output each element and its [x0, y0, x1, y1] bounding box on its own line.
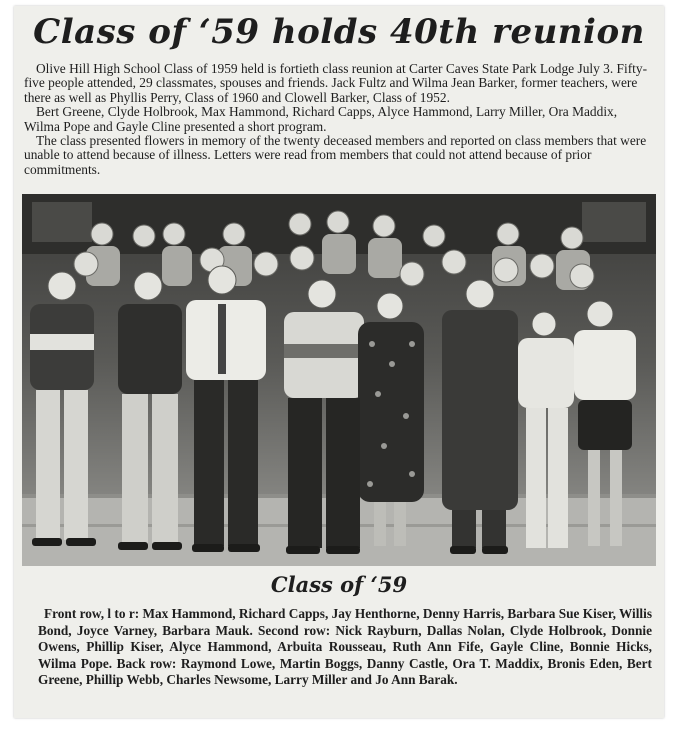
photo-caption: Front row, l to r: Max Hammond, Richard Capps, Jay Henthorne, Denny Harris, Barbara Sue Kiser, Willis Bond, Joyce Varney, Barbara Mauk. Second row: Nick Rayburn, Dallas Nolan, Clyde Holbrook, Donnie Owens, Phillip Kiser, Alyce Hammond, Arbuita Rousseau, Ruth Ann Fife, Gayle Cline, Bonnie Hicks, Wilma Pope. Back row: Raymond Lowe, Martin Boggs, Danny Castle, Ora T. Maddix, Bronis Eden, Bert Greene, Phillip Webb, Charles Newsome, Larry Miller and Jo Ann Barak.: [38, 606, 652, 688]
caption-title: Class of ‘59: [270, 572, 408, 597]
headline: Class of ‘59 holds 40th reunion: [33, 12, 645, 52]
article-body: [24, 62, 654, 177]
article-paragraph-3: The class presented flowers in memory of the twenty deceased members and reported on class members that were unable to attend because of illness. Letters were read from members that could not attend because of prior commitments.: [24, 133, 647, 177]
article-paragraph-1: Olive Hill High School Class of 1959 held is fortieth class reunion at Carter Caves State Park Lodge July 3. Fifty-five people attended, 29 classmates, spouses and friends. Jack Fultz and Wilma Jean Barker, former teachers, were there as well as Phyllis Perry, Class of 1960 and Clowell Barker, Class of 1952.: [24, 61, 648, 105]
group-photo-image: [22, 194, 656, 566]
article-paragraph-2: Bert Greene, Clyde Holbrook, Max Hammond, Richard Capps, Alyce Hammond, Larry Miller, Ora Maddix, Wilma Pope and Gayle Cline presented a short program.: [24, 104, 618, 134]
group-photo: [22, 194, 656, 566]
newspaper-clipping: [14, 6, 664, 718]
